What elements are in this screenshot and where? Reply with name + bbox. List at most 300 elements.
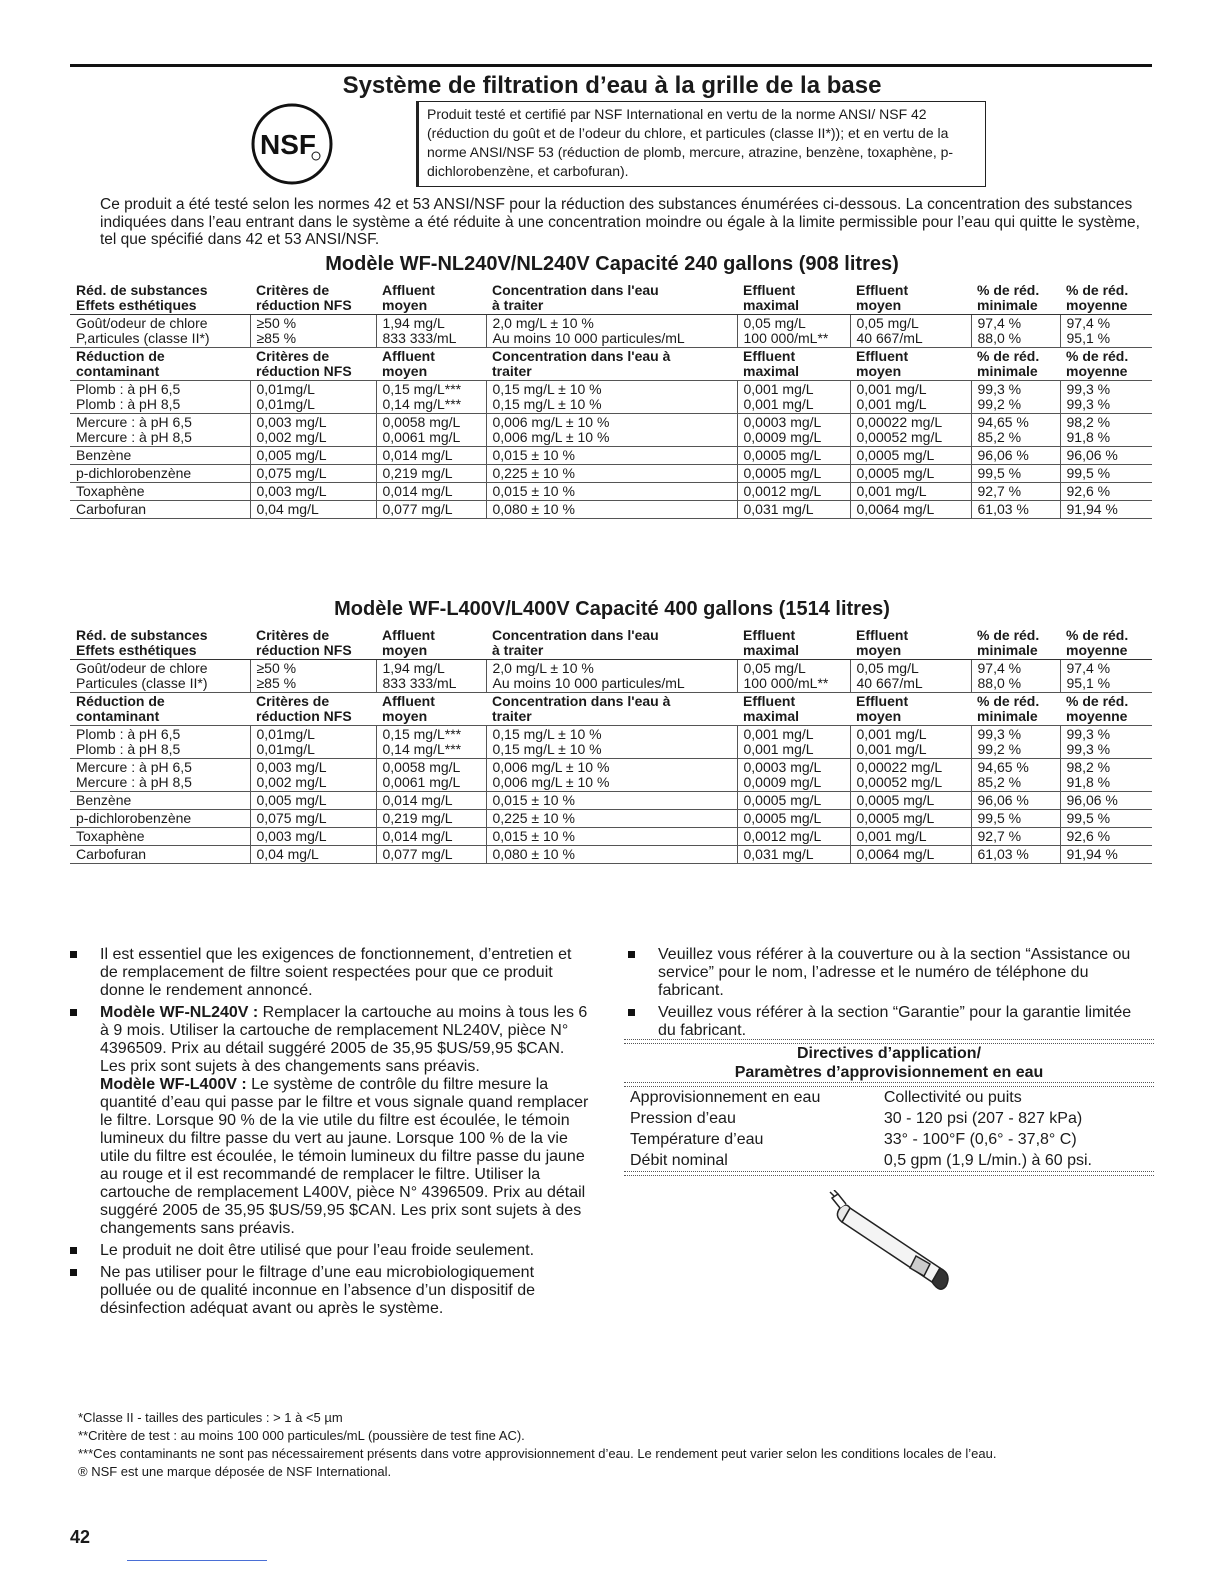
cell-line: Toxaphène — [76, 483, 145, 499]
cell-line: 0,0058 mg/L — [382, 759, 461, 775]
cell-line: 96,06 % — [1066, 792, 1118, 808]
table-cell — [1060, 414, 1152, 447]
table-cell — [70, 501, 250, 519]
cell-line: 0,15 mg/L*** — [382, 381, 462, 397]
cell-line: % de réd. — [1066, 627, 1129, 643]
table-cell — [850, 282, 971, 315]
application-parameters — [624, 1039, 1154, 1176]
table-row — [70, 447, 1152, 465]
cell-line: 0,001 mg/L — [743, 741, 814, 757]
table-cell — [486, 726, 737, 759]
cell-line: 98,2 % — [1066, 759, 1111, 775]
cell-line: 96,06 % — [977, 792, 1029, 808]
table-cell — [1060, 726, 1152, 759]
cell-line: 0,00022 mg/L — [856, 759, 943, 775]
list-item — [70, 1242, 590, 1260]
cell-line: 99,2 % — [977, 396, 1022, 412]
cell-line: Effets esthétiques — [76, 642, 197, 658]
table-cell — [70, 810, 250, 828]
table-cell — [737, 627, 850, 660]
table-cell — [971, 828, 1060, 846]
table-cell — [376, 414, 486, 447]
param-label: Débit nominal — [630, 1152, 728, 1169]
cell-line: Mercure : à pH 8,5 — [76, 774, 192, 790]
table-cell — [737, 465, 850, 483]
right-bullet-list — [628, 946, 1148, 1044]
cell-line: Effluent — [856, 282, 909, 298]
cell-line: 833 333/mL — [382, 675, 457, 691]
table-cell — [1060, 792, 1152, 810]
table-cell — [737, 846, 850, 864]
table-cell — [70, 726, 250, 759]
table-cell — [737, 381, 850, 414]
table-cell — [1060, 381, 1152, 414]
cell-line: minimale — [977, 708, 1038, 724]
cell-line: moyen — [382, 642, 428, 658]
table-cell — [376, 501, 486, 519]
table-cell — [971, 465, 1060, 483]
cell-line: 99,5 % — [977, 465, 1022, 481]
cell-line: 0,005 mg/L — [256, 447, 327, 463]
cell-line: réduction NFS — [256, 297, 352, 313]
cell-line: ≥50 % — [256, 315, 297, 331]
table-cell — [737, 348, 850, 381]
param-label: Pression d’eau — [630, 1110, 736, 1127]
table-cell — [376, 846, 486, 864]
spec-table-240 — [70, 282, 1152, 519]
table-row — [70, 627, 1152, 660]
param-value: 33° - 100°F (0,6° - 37,8° C) — [883, 1131, 1077, 1148]
cell-line: 0,05 mg/L — [856, 660, 919, 676]
cell-line: 98,2 % — [1066, 414, 1111, 430]
cell-line: 0,05 mg/L — [856, 315, 919, 331]
table-cell — [70, 315, 250, 348]
cell-line: % de réd. — [977, 348, 1040, 364]
cell-line: Plomb : à pH 6,5 — [76, 726, 181, 742]
table-cell — [486, 759, 737, 792]
table-cell — [737, 693, 850, 726]
table-cell — [376, 810, 486, 828]
cell-line: Au moins 10 000 particules/mL — [492, 330, 685, 346]
table-cell — [250, 726, 376, 759]
table-cell — [971, 282, 1060, 315]
table-cell — [850, 627, 971, 660]
cell-line: 0,0005 mg/L — [856, 447, 935, 463]
table-cell — [250, 828, 376, 846]
model-240-label: Modèle WF-NL240V : — [100, 1004, 259, 1021]
table-cell — [850, 315, 971, 348]
table-row — [70, 726, 1152, 759]
table-cell — [1060, 627, 1152, 660]
cell-line: 0,077 mg/L — [382, 846, 453, 862]
cell-line: 0,015 ± 10 % — [492, 792, 575, 808]
bullet-icon — [628, 1009, 635, 1016]
bullet-icon — [70, 951, 77, 958]
table-cell — [486, 465, 737, 483]
cell-line: 0,014 mg/L — [382, 483, 453, 499]
cell-line: Effets esthétiques — [76, 297, 197, 313]
param-label: Température d’eau — [630, 1131, 764, 1148]
table-cell — [486, 414, 737, 447]
table-cell — [70, 660, 250, 693]
table-cell — [70, 282, 250, 315]
cell-line: 0,0061 mg/L — [382, 774, 461, 790]
table-cell — [376, 315, 486, 348]
cell-line: % de réd. — [1066, 348, 1129, 364]
table-row — [70, 828, 1152, 846]
cell-line: contaminant — [76, 363, 160, 379]
cell-line: 0,0005 mg/L — [743, 792, 822, 808]
cell-line: 0,05 mg/L — [743, 315, 806, 331]
spec-table-400 — [70, 627, 1152, 864]
cell-line: 0,225 ± 10 % — [492, 810, 575, 826]
cell-line: 91,8 % — [1066, 774, 1111, 790]
param-value: 0,5 gpm (1,9 L/min.) à 60 psi. — [883, 1152, 1092, 1169]
cell-line: Mercure : à pH 6,5 — [76, 414, 192, 430]
cell-line: 40 667/mL — [856, 675, 923, 691]
footnote: **Critère de test : au moins 100 000 particules/mL (poussière de test fine AC). — [78, 1428, 525, 1443]
table-cell — [486, 846, 737, 864]
cell-line: 0,001 mg/L — [856, 396, 927, 412]
table-cell — [250, 282, 376, 315]
cell-line: Critères de — [256, 348, 330, 364]
cell-line: moyen — [856, 708, 902, 724]
cell-line: moyen — [382, 297, 428, 313]
table-cell — [486, 282, 737, 315]
table-cell — [70, 759, 250, 792]
bullet-text: Veuillez vous référer à la couverture ou à la section “Assistance ou service” pour le nom, l’adresse et le numéro de téléphone du fabricant. — [658, 946, 1131, 999]
cell-line: 100 000/mL** — [743, 675, 829, 691]
table-cell — [250, 627, 376, 660]
cell-line: 94,65 % — [977, 759, 1029, 775]
cell-line: 0,006 mg/L ± 10 % — [492, 414, 610, 430]
cell-line: % de réd. — [977, 693, 1040, 709]
cell-line: 0,003 mg/L — [256, 414, 327, 430]
table-cell — [850, 846, 971, 864]
cell-line: 97,4 % — [977, 660, 1022, 676]
table-cell — [70, 414, 250, 447]
cell-line: 96,06 % — [977, 447, 1029, 463]
table-cell — [850, 381, 971, 414]
cell-line: 95,1 % — [1066, 675, 1111, 691]
cell-line: Critères de — [256, 693, 330, 709]
cell-line: 0,001 mg/L — [856, 483, 927, 499]
cell-line: 0,006 mg/L ± 10 % — [492, 429, 610, 445]
cell-line: Effluent — [743, 282, 796, 298]
cell-line: Mercure : à pH 8,5 — [76, 429, 192, 445]
cell-line: 0,0009 mg/L — [743, 774, 822, 790]
filter-cartridge-illustration — [820, 1190, 970, 1300]
cell-line: moyen — [382, 708, 428, 724]
cell-line: 0,0012 mg/L — [743, 828, 822, 844]
cell-line: 0,0012 mg/L — [743, 483, 822, 499]
cell-line: 95,1 % — [1066, 330, 1111, 346]
table-cell — [486, 501, 737, 519]
param-label: Approvisionnement en eau — [630, 1089, 821, 1106]
cell-line: % de réd. — [1066, 282, 1129, 298]
cell-line: 0,0005 mg/L — [743, 447, 822, 463]
cell-line: % de réd. — [1066, 693, 1129, 709]
table-cell — [737, 315, 850, 348]
cell-line: 0,0005 mg/L — [743, 810, 822, 826]
cell-line: 100 000/mL** — [743, 330, 829, 346]
cell-line: Benzène — [76, 447, 132, 463]
cell-line: 99,3 % — [977, 726, 1022, 742]
cell-line: maximal — [743, 708, 800, 724]
table-row — [70, 759, 1152, 792]
params-title-1: Directives d’application/ — [796, 1045, 982, 1062]
cell-line: 2,0 mg/L ± 10 % — [492, 315, 594, 331]
table-cell — [850, 465, 971, 483]
table-cell — [70, 828, 250, 846]
table-cell — [1060, 501, 1152, 519]
cell-line: moyenne — [1066, 363, 1128, 379]
list-item — [628, 1004, 1148, 1040]
table-cell — [486, 828, 737, 846]
cell-line: 88,0 % — [977, 675, 1022, 691]
cell-line: Réd. de substances — [76, 282, 208, 298]
table-row — [70, 465, 1152, 483]
cell-line: Effluent — [856, 693, 909, 709]
cell-line: 0,0005 mg/L — [743, 465, 822, 481]
cell-line: 0,075 mg/L — [256, 465, 327, 481]
table-cell — [850, 501, 971, 519]
table-cell — [376, 660, 486, 693]
cell-line: 0,001 mg/L — [856, 828, 927, 844]
table-cell — [1060, 846, 1152, 864]
bullet-text: Le produit ne doit être utilisé que pour l’eau froide seulement. — [100, 1242, 535, 1259]
cell-line: 97,4 % — [1066, 315, 1111, 331]
table-cell — [376, 693, 486, 726]
cell-line: Affluent — [382, 627, 435, 643]
cell-line: 0,001 mg/L — [856, 741, 927, 757]
cell-line: 0,219 mg/L — [382, 465, 453, 481]
cell-line: 1,94 mg/L — [382, 315, 445, 331]
list-item — [70, 1004, 590, 1238]
cell-line: minimale — [977, 363, 1038, 379]
cell-line: Réduction de — [76, 693, 165, 709]
bullet-icon — [70, 1269, 77, 1276]
table-cell — [971, 726, 1060, 759]
table-cell — [971, 810, 1060, 828]
table-row — [624, 1108, 1154, 1129]
cell-line: 0,00052 mg/L — [856, 774, 943, 790]
cell-line: Concentration dans l'eau — [492, 282, 659, 298]
table-cell — [376, 627, 486, 660]
cell-line: p-dichlorobenzène — [76, 810, 192, 826]
cell-line: moyenne — [1066, 708, 1128, 724]
cell-line: Affluent — [382, 693, 435, 709]
cell-line: contaminant — [76, 708, 160, 724]
cell-line: % de réd. — [977, 282, 1040, 298]
cell-line: Effluent — [856, 348, 909, 364]
cell-line: 0,014 mg/L — [382, 792, 453, 808]
cell-line: 0,01mg/L — [256, 381, 315, 397]
cell-line: réduction NFS — [256, 363, 352, 379]
cell-line: 0,15 mg/L ± 10 % — [492, 726, 602, 742]
table-cell — [971, 414, 1060, 447]
cell-line: 94,65 % — [977, 414, 1029, 430]
table-cell — [1060, 660, 1152, 693]
table-cell — [486, 792, 737, 810]
table-cell — [70, 483, 250, 501]
cell-line: à traiter — [492, 642, 544, 658]
table-cell — [70, 792, 250, 810]
table-row — [70, 414, 1152, 447]
table-cell — [850, 828, 971, 846]
table-cell — [70, 693, 250, 726]
top-rule — [70, 64, 1152, 67]
list-item — [70, 1264, 590, 1318]
cell-line: 0,01mg/L — [256, 726, 315, 742]
table-cell — [1060, 465, 1152, 483]
cell-line: réduction NFS — [256, 642, 352, 658]
cell-line: moyen — [856, 363, 902, 379]
table-cell — [971, 792, 1060, 810]
cell-line: Goût/odeur de chlore — [76, 315, 208, 331]
cell-line: 91,8 % — [1066, 429, 1111, 445]
cell-line: Particules (classe II*) — [76, 675, 208, 691]
table-cell — [70, 846, 250, 864]
cell-line: Réd. de substances — [76, 627, 208, 643]
cell-line: ≥85 % — [256, 330, 297, 346]
cell-line: 0,15 mg/L ± 10 % — [492, 741, 602, 757]
table-cell — [250, 414, 376, 447]
cell-line: 0,0005 mg/L — [856, 465, 935, 481]
cell-line: 99,3 % — [1066, 726, 1111, 742]
cell-line: Plomb : à pH 8,5 — [76, 396, 181, 412]
table-row — [624, 1150, 1154, 1171]
table-cell — [1060, 810, 1152, 828]
table-cell — [376, 465, 486, 483]
table-cell — [486, 627, 737, 660]
table-cell — [376, 381, 486, 414]
cell-line: ≥85 % — [256, 675, 297, 691]
table-cell — [70, 627, 250, 660]
cell-line: maximal — [743, 363, 800, 379]
table-row — [70, 846, 1152, 864]
table-cell — [376, 726, 486, 759]
bullet-text: Remplacer la cartouche au moins à tous les 6 à 9 mois. Utiliser la cartouche de remplacement NL240V, pièce N° 4396509. Prix au détail suggéré 2005 de 35,95 $US/59,95 $CAN. Les prix sont sujets à des changements sans préavis. — [100, 1004, 588, 1075]
table-cell — [250, 810, 376, 828]
table-row — [70, 810, 1152, 828]
cell-line: 97,4 % — [1066, 660, 1111, 676]
table-row — [624, 1129, 1154, 1150]
params-table — [624, 1087, 1154, 1171]
cell-line: Effluent — [743, 627, 796, 643]
cell-line: 96,06 % — [1066, 447, 1118, 463]
cell-line: 99,3 % — [1066, 381, 1111, 397]
table-cell — [737, 282, 850, 315]
table-cell — [250, 483, 376, 501]
table-cell — [737, 726, 850, 759]
cell-line: 99,3 % — [1066, 396, 1111, 412]
cell-line: 99,5 % — [1066, 810, 1111, 826]
table-cell — [850, 759, 971, 792]
cell-line: maximal — [743, 297, 800, 313]
table-cell — [971, 381, 1060, 414]
cell-line: 0,003 mg/L — [256, 483, 327, 499]
cell-line: maximal — [743, 642, 800, 658]
cell-line: 91,94 % — [1066, 846, 1118, 862]
cell-line: 0,031 mg/L — [743, 846, 814, 862]
cell-line: 0,0009 mg/L — [743, 429, 822, 445]
cell-line: moyen — [856, 297, 902, 313]
intro-paragraph: Ce produit a été testé selon les normes 42 et 53 ANSI/NSF pour la réduction des substances énumérées ci-dessous. La concentration des substances indiquées dans l’eau entrant dans le système a été réduite à une concentration moindre ou égale à la limite permissible pour l’eau qui quitte le système, tel que spécifié dans 42 et 53 ANSI/NSF. — [100, 196, 1140, 248]
cell-line: P,articules (classe II*) — [76, 330, 210, 346]
cell-line: Critères de — [256, 627, 330, 643]
footnote: ***Ces contaminants ne sont pas nécessairement présents dans votre approvisionnement d’eau. Le rendement peut varier selon les conditions locales de l’eau. — [78, 1446, 997, 1461]
table-cell — [971, 759, 1060, 792]
cell-line: 0,0064 mg/L — [856, 846, 935, 862]
cell-line: moyenne — [1066, 642, 1128, 658]
table-row — [70, 483, 1152, 501]
cell-line: Au moins 10 000 particules/mL — [492, 675, 685, 691]
bottom-rule — [127, 1560, 267, 1561]
table-cell — [70, 348, 250, 381]
table-cell — [971, 483, 1060, 501]
table-row — [624, 1087, 1154, 1108]
table-cell — [1060, 447, 1152, 465]
table-cell — [971, 447, 1060, 465]
page-title: Système de filtration d’eau à la grille de la base — [342, 72, 882, 99]
dotted-rule — [624, 1171, 1154, 1176]
cell-line: Réduction de — [76, 348, 165, 364]
cell-line: à traiter — [492, 297, 544, 313]
cell-line: 2,0 mg/L ± 10 % — [492, 660, 594, 676]
cell-line: 0,075 mg/L — [256, 810, 327, 826]
cell-line: 0,001 mg/L — [743, 726, 814, 742]
table-row — [70, 660, 1152, 693]
cell-line: 91,94 % — [1066, 501, 1118, 517]
cell-line: minimale — [977, 297, 1038, 313]
bullet-icon — [628, 951, 635, 958]
cell-line: 0,001 mg/L — [743, 381, 814, 397]
bullet-text: Ne pas utiliser pour le filtrage d’une eau microbiologiquement polluée ou de qualité inconnue en l’absence d’un dispositif de désinfection adéquat avant ou après le système. — [100, 1264, 535, 1317]
table-cell — [250, 846, 376, 864]
table-cell — [250, 315, 376, 348]
table-cell — [486, 660, 737, 693]
cell-line: ≥50 % — [256, 660, 297, 676]
cell-line: 0,014 mg/L — [382, 828, 453, 844]
table-row — [70, 792, 1152, 810]
cell-line: réduction NFS — [256, 708, 352, 724]
cell-line: 0,0064 mg/L — [856, 501, 935, 517]
cell-line: Goût/odeur de chlore — [76, 660, 208, 676]
cell-line: Carbofuran — [76, 846, 147, 862]
list-item — [628, 946, 1148, 1000]
table-cell — [376, 447, 486, 465]
cell-line: 0,225 ± 10 % — [492, 465, 575, 481]
table-cell — [971, 846, 1060, 864]
table-cell — [486, 447, 737, 465]
cell-line: moyen — [856, 642, 902, 658]
table-cell — [486, 693, 737, 726]
table-cell — [971, 627, 1060, 660]
table-cell — [376, 759, 486, 792]
table-row — [70, 501, 1152, 519]
cell-line: 0,001 mg/L — [856, 726, 927, 742]
cell-line: traiter — [492, 363, 532, 379]
cell-line: 0,015 ± 10 % — [492, 483, 575, 499]
cell-line: moyenne — [1066, 297, 1128, 313]
table-row — [70, 381, 1152, 414]
cell-line: 1,94 mg/L — [382, 660, 445, 676]
cell-line: 0,006 mg/L ± 10 % — [492, 759, 610, 775]
table-cell — [1060, 282, 1152, 315]
bullet-text: Veuillez vous référer à la section “Garantie” pour la garantie limitée du fabricant. — [658, 1004, 1132, 1039]
cell-line: 0,00052 mg/L — [856, 429, 943, 445]
